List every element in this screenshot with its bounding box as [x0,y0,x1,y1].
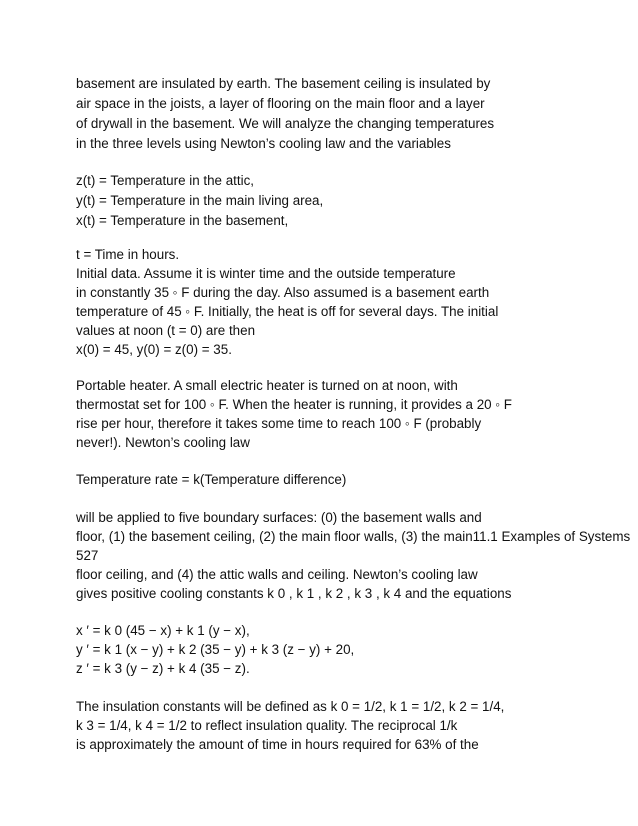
text-line: The insulation constants will be defined as k 0 = 1/2, k 1 = 1/2, k 2 = 1/4, [76,699,505,714]
text-line: gives positive cooling constants k 0 , k 1 , k 2 , k 3 , k 4 and the equations [76,586,512,601]
text-line: k 3 = 1/4, k 4 = 1/2 to reflect insulation quality. The reciprocal 1/k [76,718,458,733]
text-line: Initial data. Assume it is winter time and the outside temperature [76,266,456,281]
text-line: 527 [76,548,99,563]
text-line: rise per hour, therefore it takes some time to reach 100 ◦ F (probably [76,416,482,431]
text-line: basement are insulated by earth. The basement ceiling is insulated by [76,76,491,91]
text-line: of drywall in the basement. We will analyze the changing temperatures [76,116,495,131]
text-line: Temperature rate = k(Temperature difference) [76,472,347,487]
text-line: in the three levels using Newton’s cooling law and the variables [76,136,451,151]
text-line: is approximately the amount of time in hours required for 63% of the [76,737,479,752]
text-line: never!). Newton’s cooling law [76,435,250,450]
text-line: temperature of 45 ◦ F. Initially, the heat is off for several days. The initial [76,304,499,319]
text-line: thermostat set for 100 ◦ F. When the heater is running, it provides a 20 ◦ F [76,397,512,412]
text-line: will be applied to five boundary surfaces: (0) the basement walls and [76,510,482,525]
equation-line: x ′ = k 0 (45 − x) + k 1 (y − x), [76,623,250,638]
text-line: y(t) = Temperature in the main living area, [76,193,324,208]
text-line: floor ceiling, and (4) the attic walls and ceiling. Newton’s cooling law [76,567,478,582]
text-line: floor, (1) the basement ceiling, (2) the main floor walls, (3) the main11.1 Examples of Systems [76,529,631,544]
text-line: Portable heater. A small electric heater is turned on at noon, with [76,378,458,393]
equation-line: y ′ = k 1 (x − y) + k 2 (35 − y) + k 3 (z − y) + 20, [76,642,355,657]
text-line: x(0) = 45, y(0) = z(0) = 35. [76,342,232,357]
text-line: in constantly 35 ◦ F during the day. Also assumed is a basement earth [76,285,490,300]
text-line: z(t) = Temperature in the attic, [76,173,255,188]
text-line: air space in the joists, a layer of flooring on the main floor and a layer [76,96,485,111]
text-line: x(t) = Temperature in the basement, [76,213,289,228]
text-line: values at noon (t = 0) are then [76,323,256,338]
equation-line: z ′ = k 3 (y − z) + k 4 (35 − z). [76,661,250,676]
text-line: t = Time in hours. [76,247,180,262]
